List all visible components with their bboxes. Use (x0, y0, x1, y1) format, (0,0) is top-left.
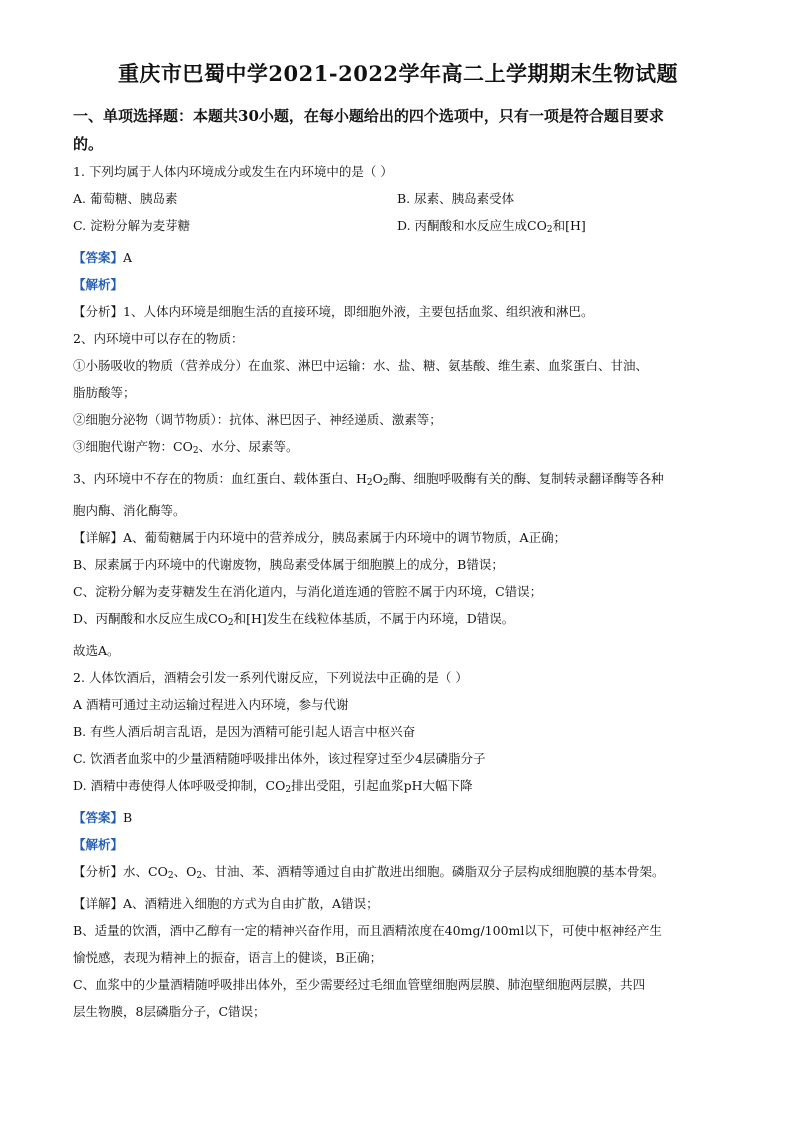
q1-option-b: B. 尿素、胰岛素受体 (397, 191, 515, 206)
xiangjie-tag: 【详解】 (73, 896, 124, 911)
section-heading: 一、单项选择题：本题共30小题，在每小题给出的四个选项中，只有一项是符合题目要求 (73, 107, 664, 125)
q2-analysis (73, 831, 723, 858)
q2-fenxi: 【分析】水、$CO_2$、$O_2$、甘油、苯、酒精等通过自由扩散进出细胞。磷脂双分子层构成细胞膜的基本骨架。 (73, 864, 665, 881)
xiangjie-tag: 【详解】 (73, 530, 124, 545)
answer-value: B (123, 810, 133, 825)
q2-xiangjie-c-cont: 层生物膜，8层磷脂分子，C错误； (73, 1004, 266, 1019)
q1-xiangjie-c: C、淀粉分解为麦芽糖发生在消化道内，与消化道连通的管腔不属于内环境，C错误； (73, 584, 543, 599)
q1-options-row1 (73, 185, 723, 212)
q2-option-d: D. 酒精中毒使得人体呼吸受抑制，$CO_2$排出受阻，引起血浆pH大幅下降 (73, 778, 473, 795)
q1-xiangjie-b: B、尿素属于内环境中的代谢废物，胰岛素受体属于细胞膜上的成分，B错误； (73, 557, 504, 572)
q1-fenxi-point2-2: ②细胞分泌物（调节物质）：抗体、淋巴因子、神经递质、激素等； (73, 412, 442, 427)
analysis-tag: 【解析】 (73, 837, 124, 852)
q2-stem: 2. 人体饮酒后，酒精会引发一系列代谢反应，下列说法中正确的是（ ） (73, 670, 468, 685)
answer-tag: 【答案】 (73, 810, 124, 825)
q1-option-a: A. 葡萄糖、胰岛素 (73, 191, 178, 206)
q2-answer (73, 804, 723, 831)
answer-value: A (123, 250, 133, 265)
document-page (73, 58, 723, 1025)
q2-option-b: B. 有些人酒后胡言乱语，是因为酒精可能引起人语言中枢兴奋 (73, 724, 416, 739)
fenxi-tag: 【分析】 (73, 304, 124, 319)
analysis-tag: 【解析】 (73, 277, 124, 292)
q1-fenxi-point2: 2、内环境中可以存在的物质： (73, 331, 244, 346)
q1-answer (73, 244, 723, 271)
q1-stem: 1. 下列均属于人体内环境成分或发生在内环境中的是（ ） (73, 164, 393, 179)
q2-xiangjie-b: B、适量的饮酒，酒中乙醇有一定的精神兴奋作用，而且酒精浓度在40mg/100ml以下，可使中枢神经产生 (73, 923, 662, 938)
section-heading-cont: 的。 (73, 135, 104, 153)
q1-fenxi-point3-cont: 胞内酶、消化酶等。 (73, 503, 186, 518)
q1-conclusion: 故选A。 (73, 643, 120, 658)
q2-xiangjie-c: C、血浆中的少量酒精随呼吸排出体外，至少需要经过毛细血管壁细胞两层膜、肺泡壁细胞两层膜，共四 (73, 977, 646, 992)
q2-xiangjie-a: 【详解】A、酒精进入细胞的方式为自由扩散，A错误； (73, 896, 379, 911)
q1-fenxi-point2-3: ③细胞代谢产物：$CO_2$、水分、尿素等。 (73, 439, 299, 456)
q1-analysis (73, 271, 723, 298)
page-title: 重庆市巴蜀中学2021-2022学年高二上学期期末生物试题 (117, 61, 679, 86)
q1-xiangjie-a: 【详解】A、葡萄糖属于内环境中的营养成分，胰岛素属于内环境中的调节物质，A正确； (73, 530, 567, 545)
q1-options-row2 (73, 212, 723, 244)
q1-fenxi-point2-1: ①小肠吸收的物质（营养成分）在血浆、淋巴中运输：水、盐、糖、氨基酸、维生素、血浆蛋白、甘油、 (73, 358, 649, 373)
q1-option-c: C. 淀粉分解为麦芽糖 (73, 218, 191, 233)
q2-option-c: C. 饮酒者血浆中的少量酒精随呼吸排出体外，该过程穿过至少4层磷脂分子 (73, 751, 486, 766)
fenxi-tag: 【分析】 (73, 864, 124, 879)
q1-fenxi-point2-1-cont: 脂肪酸等； (73, 385, 136, 400)
q1-option-d: D. 丙酮酸和水反应生成$CO_2$和[H] (397, 218, 586, 235)
q2-option-a: A 酒精可通过主动运输过程进入内环境，参与代谢 (73, 697, 349, 712)
q1-fenxi: 【分析】1、人体内环境是细胞生活的直接环境，即细胞外液，主要包括血浆、组织液和淋巴。 (73, 304, 594, 319)
q1-xiangjie-d: D、丙酮酸和水反应生成$CO_2$和[H]发生在线粒体基质，不属于内环境，D错误。 (73, 611, 515, 628)
q2-xiangjie-b-cont: 愉悦感，表现为精神上的振奋，语言上的健谈，B正确； (73, 950, 383, 965)
answer-tag: 【答案】 (73, 250, 124, 265)
q1-fenxi-point3: 3、内环境中不存在的物质：血红蛋白、载体蛋白、$H_2O_2$酶、细胞呼吸酶有关的酶、复制转录翻译酶等各种 (73, 471, 664, 488)
